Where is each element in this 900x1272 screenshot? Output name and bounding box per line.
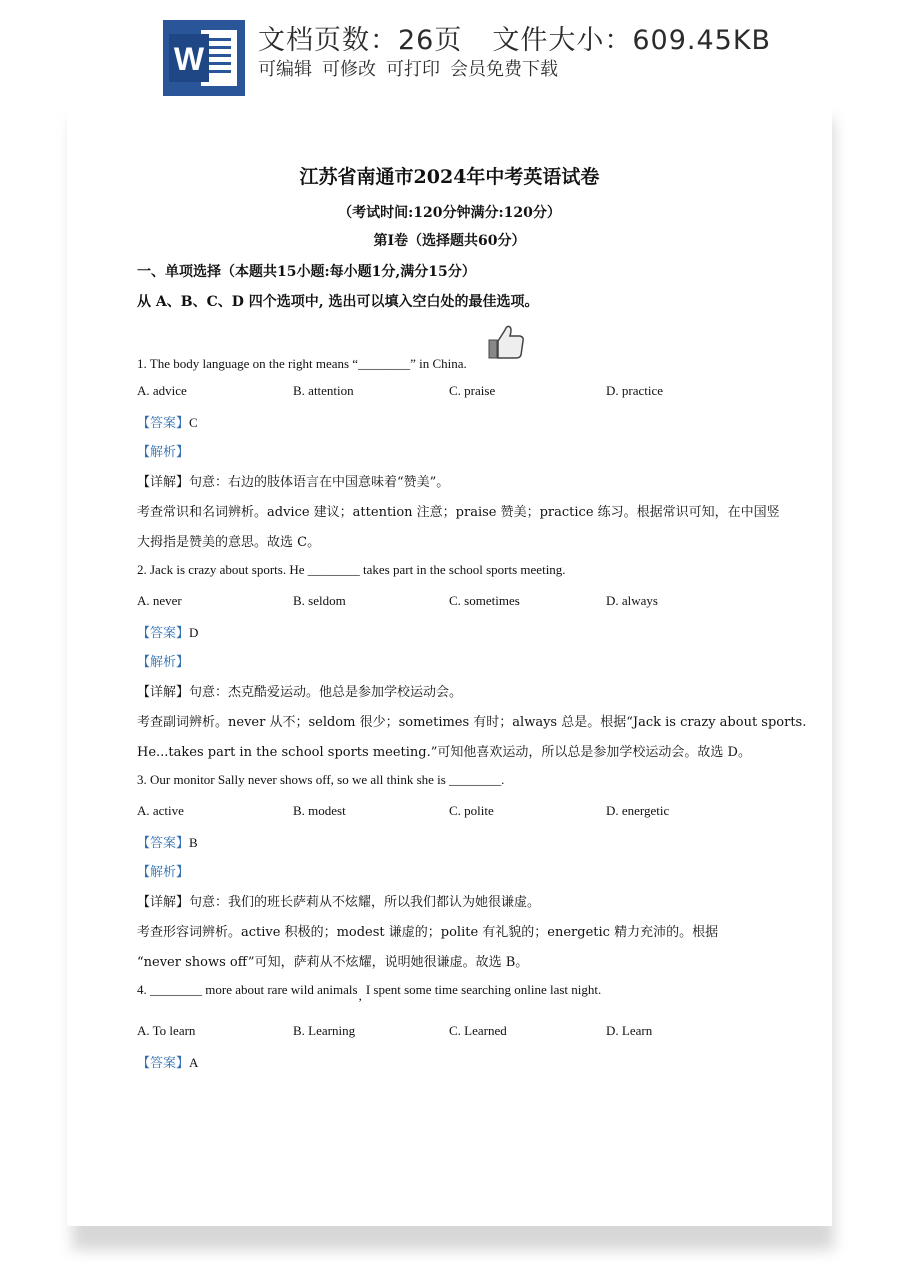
- part-heading: 第Ⅰ卷（选择题共60分）: [373, 233, 526, 249]
- answer-tag: 【答案】: [137, 625, 190, 640]
- q4-answer-value: A: [189, 1055, 199, 1070]
- answer-tag: 【答案】: [137, 1055, 190, 1070]
- q3-option-b: B. modest: [293, 803, 346, 818]
- q3-explanation-line-2: “never shows off”可知，萨莉从不炫耀，说明她很谦虚。故选 B。: [137, 955, 529, 970]
- page-count: 文档页数：26页: [258, 25, 463, 56]
- question-4-stem: [137, 982, 602, 1003]
- q1-detail: 【详解】句意：右边的肢体语言在中国意味着“赞美”。: [137, 475, 450, 490]
- q1-analysis-tag: 【解析】: [137, 445, 190, 460]
- q2-option-d: D. always: [606, 593, 658, 608]
- q4-option-a: A. To learn: [137, 1023, 196, 1038]
- document-page: [67, 96, 832, 1226]
- q3-detail: 【详解】句意：我们的班长萨莉从不炫耀，所以我们都认为她很谦虚。: [137, 895, 541, 910]
- question-3-stem: 3. Our monitor Sally never shows off, so we all think she is ________.: [137, 772, 505, 787]
- q2-option-c: C. sometimes: [449, 593, 520, 608]
- banner-file-info: [258, 18, 801, 57]
- feature-member-download: 会员免费下载: [450, 59, 558, 80]
- word-document-icon: [163, 20, 245, 96]
- exam-info: （考试时间:120分钟满分:120分）: [338, 205, 561, 221]
- q1-option-b: B. attention: [293, 383, 354, 398]
- q3-option-a: A. active: [137, 803, 184, 818]
- q1-answer-value: C: [189, 415, 198, 430]
- section-heading: 一、单项选择（本题共15小题:每小题1分,满分15分）: [137, 264, 476, 280]
- q1-answer: [137, 412, 198, 431]
- q4-option-b: B. Learning: [293, 1023, 356, 1038]
- q2-answer-value: D: [189, 625, 199, 640]
- q4-option-d: D. Learn: [606, 1023, 653, 1038]
- q4-option-c: C. Learned: [449, 1023, 507, 1038]
- q2-detail: 【详解】句意：杰克酷爱运动。他总是参加学校运动会。: [137, 685, 463, 700]
- svg-text:W: W: [173, 41, 205, 77]
- q4-stem-rest: I spent some time searching online last night.: [365, 982, 602, 997]
- q2-analysis-tag: 【解析】: [137, 655, 190, 670]
- feature-editable: 可编辑: [258, 59, 312, 80]
- q1-explanation-line-2: 大拇指是赞美的意思。故选 C。: [137, 535, 321, 550]
- q3-option-d: D. energetic: [606, 803, 670, 818]
- question-1-stem: 1. The body language on the right means “________” in China.: [137, 356, 467, 371]
- q4-stem-start: 4. ________ more about rare wild animals: [137, 982, 358, 997]
- q1-option-c: C. praise: [449, 383, 496, 398]
- q2-answer: [137, 622, 198, 641]
- q2-option-b: B. seldom: [293, 593, 346, 608]
- instruction-text: 从 A、B、C、D 四个选项中, 选出可以填入空白处的最佳选项。: [137, 294, 539, 310]
- file-size: 文件大小：609.45KB: [492, 25, 772, 56]
- q4-comma: ,: [358, 988, 362, 1003]
- q2-explanation-line-2: He...takes part in the school sports meeting.”可知他喜欢运动，所以总是参加学校运动会。故选 D。: [137, 745, 751, 760]
- q1-option-a: A. advice: [137, 383, 187, 398]
- thumbs-up-icon: [487, 322, 527, 362]
- q3-analysis-tag: 【解析】: [137, 865, 190, 880]
- banner-features: [258, 55, 568, 81]
- q4-answer: [137, 1052, 198, 1071]
- q3-answer-value: B: [189, 835, 198, 850]
- answer-tag: 【答案】: [137, 835, 190, 850]
- q3-answer: [137, 832, 198, 851]
- answer-tag: 【答案】: [137, 415, 190, 430]
- q2-option-a: A. never: [137, 593, 182, 608]
- feature-printable: 可打印: [386, 59, 440, 80]
- feature-modifiable: 可修改: [322, 59, 376, 80]
- document-title: 江苏省南通市2024年中考英语试卷: [299, 166, 600, 188]
- question-2-stem: 2. Jack is crazy about sports. He ________ takes part in the school sports meeting.: [137, 562, 566, 577]
- q1-explanation-line-1: 考查常识和名词辨析。advice 建议；attention 注意；praise 赞美；practice 练习。根据常识可知，在中国竖: [137, 505, 780, 520]
- q3-option-c: C. polite: [449, 803, 494, 818]
- q2-explanation-line-1: 考查副词辨析。never 从不；seldom 很少；sometimes 有时；always 总是。根据“Jack is crazy about sports.: [137, 715, 807, 730]
- q3-explanation-line-1: 考查形容词辨析。active 积极的；modest 谦虚的；polite 有礼貌的；energetic 精力充沛的。根据: [137, 925, 719, 940]
- q1-option-d: D. practice: [606, 383, 664, 398]
